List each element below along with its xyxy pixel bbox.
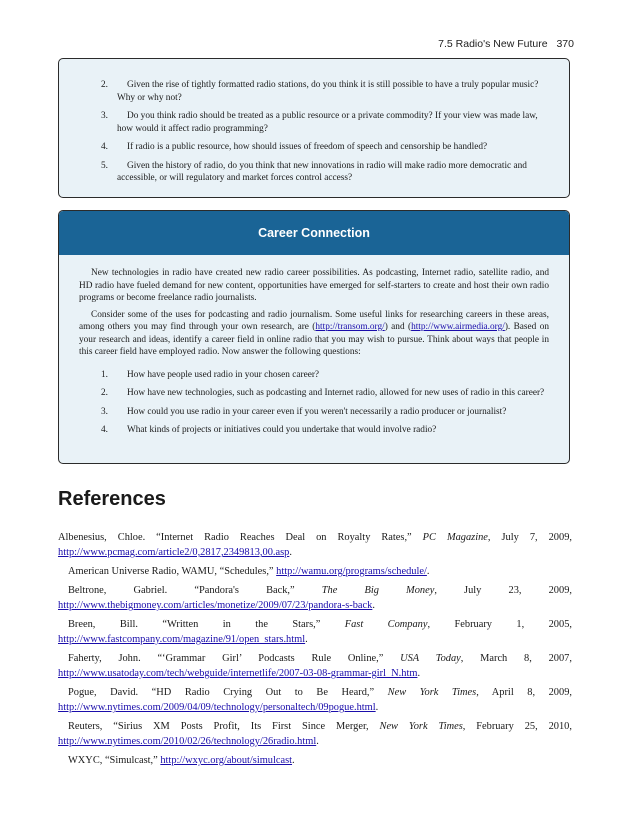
reference-entry: Reuters, “Sirius XM Posts Profit, Its First Since Merger, New York Times, February 25, 2010, http://www.nytimes.com/2010/02/26/technology/26radio.html. — [58, 721, 572, 747]
reference-entry: American Universe Radio, WAMU, “Schedules,” http://wamu.org/programs/schedule/. — [68, 566, 430, 577]
reference-link[interactable]: http://www.pcmag.com/article2/0,2817,2349813,00.asp — [58, 547, 290, 558]
reference-entry: WXYC, “Simulcast,” http://wxyc.org/about/simulcast. — [68, 755, 295, 766]
career-question-list — [59, 363, 569, 437]
reference-entry: Albenesius, Chloe. “Internet Radio Reaches Deal on Royalty Rates,” PC Magazine, July 7, 2009, http://www.pcmag.com/article2/0,2817,2349813,00.asp. — [58, 532, 572, 558]
page-number: 370 — [556, 38, 574, 50]
discussion-question-list — [59, 59, 569, 185]
reference-link[interactable]: http://www.nytimes.com/2010/02/26/technology/26radio.html — [58, 736, 317, 747]
career-paragraph-2: Consider some of the uses for podcasting and radio journalism. Some useful links for researching careers in these areas, among others you may find through your own research, are (http://transom.org/) and (http://www.airmedia.org/). Based on your research and ideas, identify a career field in online radio that you may wish to pursue. Think about ways that people in this career field have employed radio. Now answer the following questions: — [79, 309, 549, 357]
list-item: 3. How could you use radio in your career even if you weren't necessarily a radio producer or journalist? — [101, 406, 507, 417]
reference-entry: Beltrone, Gabriel. “Pandora's Back,” The Big Money, July 23, 2009, http://www.thebigmoney.com/articles/monetize/2009/07/23/pandora-s-back. — [58, 585, 572, 611]
reference-link[interactable]: http://wamu.org/programs/schedule/ — [276, 566, 427, 577]
list-item: 3. Do you think radio should be treated as a public resource or a private commodity? If your view was made law, how would it affect radio programming? — [101, 111, 538, 134]
list-item: 1. How have people used radio in your chosen career? — [101, 369, 320, 380]
reference-link[interactable]: http://www.thebigmoney.com/articles/monetize/2009/07/23/pandora-s-back — [58, 600, 373, 611]
list-item: 4. What kinds of projects or initiatives could you undertake that would involve radio? — [101, 425, 437, 435]
reference-link[interactable]: http://www.usatoday.com/tech/webguide/internetlife/2007-03-08-grammar-girl_N.htm — [58, 668, 418, 679]
page-header — [438, 38, 574, 50]
airmedia-link[interactable]: http://www.airmedia.org/ — [411, 322, 505, 332]
references-list — [58, 530, 572, 772]
list-item: 5. Given the history of radio, do you think that new innovations in radio will make radio more democratic and accessible, or will regulatory and market forces control access? — [101, 160, 527, 183]
section-title: 7.5 Radio's New Future — [438, 38, 548, 50]
list-item: 2. How have new technologies, such as podcasting and Internet radio, allowed for new uses of radio in this career? — [101, 388, 545, 398]
career-connection-box — [58, 210, 570, 464]
reference-link[interactable]: http://www.nytimes.com/2009/04/09/technology/personaltech/09pogue.html — [58, 702, 376, 713]
references-heading: References — [58, 488, 166, 510]
reference-entry: Faherty, John. “‘Grammar Girl’ Podcasts Rule Online,” USA Today, March 8, 2007, http://www.usatoday.com/tech/webguide/internetlife/2007-03-08-grammar-girl_N.htm. — [58, 653, 572, 679]
career-paragraph-1: New technologies in radio have created new radio career possibilities. As podcasting, Internet radio, satellite radio, and HD radio have fueled demand for new content, opportunities have emerged for self-starters to create and host their own radio programs or become freelance radio journalists. — [79, 268, 549, 303]
list-item: 4. If radio is a public resource, how should issues of freedom of speech and censorship be handled? — [101, 142, 488, 152]
reference-link[interactable]: http://www.fastcompany.com/magazine/91/open_stars.html — [58, 634, 306, 645]
discussion-questions-box — [58, 58, 570, 198]
list-item: 2. Given the rise of tightly formatted radio stations, do you think it is still possible to have a truly popular music? Why or why not? — [101, 80, 539, 103]
transom-link[interactable]: http://transom.org/ — [315, 322, 385, 332]
reference-entry: Breen, Bill. “Written in the Stars,” Fast Company, February 1, 2005, http://www.fastcompany.com/magazine/91/open_stars.html. — [58, 619, 572, 645]
career-connection-title: Career Connection — [59, 211, 569, 255]
reference-link[interactable]: http://wxyc.org/about/simulcast — [160, 755, 293, 766]
reference-entry: Pogue, David. “HD Radio Crying Out to Be Heard,” New York Times, April 8, 2009, http://www.nytimes.com/2009/04/09/technology/personaltech/09pogue.html. — [58, 687, 572, 713]
